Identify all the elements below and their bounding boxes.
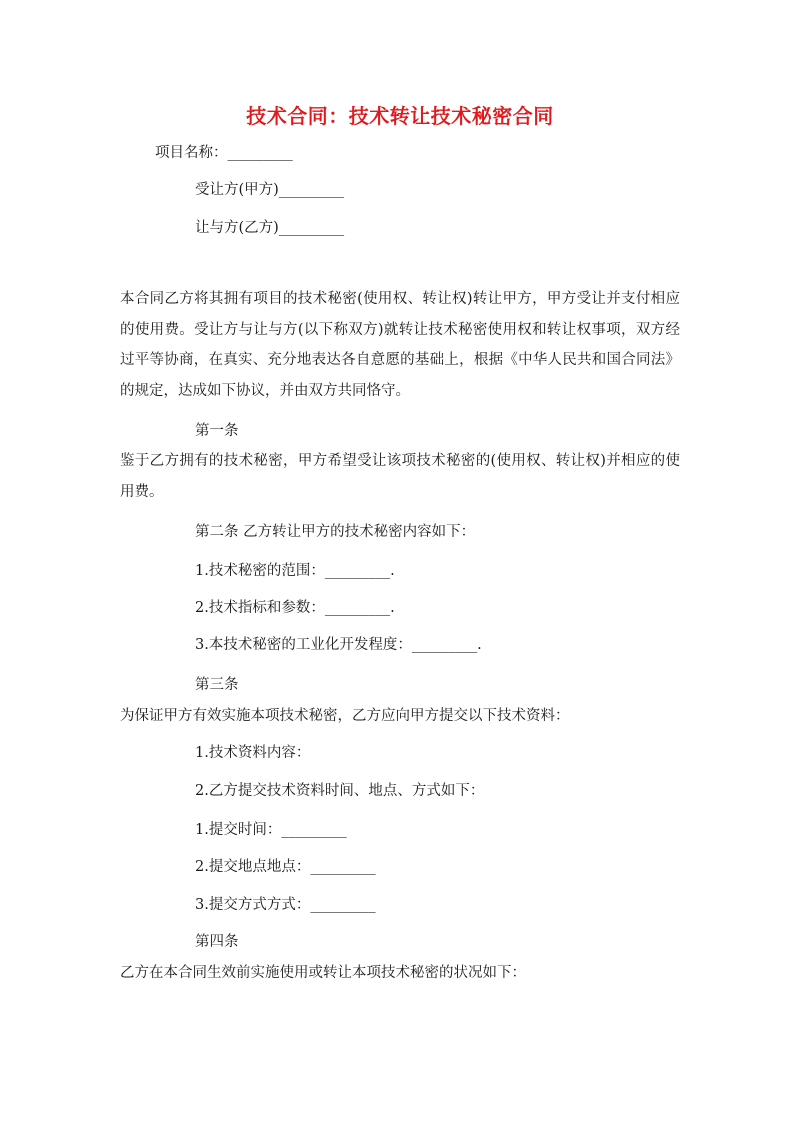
article2-item: 1.技术秘密的范围：_________. [195,563,395,579]
assignor-line: 让与方(乙方)_________ [195,220,345,236]
project-name-line: 项目名称：_________ [155,145,293,161]
article2-item: 2.技术指标和参数：_________. [195,600,395,616]
article3-item: 2.乙方提交技术资料时间、地点、方式如下： [195,783,485,799]
article3-item: 1.提交时间：_________ [195,822,347,838]
document-title: 技术合同：技术转让技术秘密合同 [246,104,554,128]
article3-item: 2.提交地点地点：_________ [195,859,376,875]
article4-heading: 第四条 [195,934,239,950]
article3-body: 为保证甲方有效实施本项技术秘密，乙方应向甲方提交以下技术资料： [120,708,570,724]
assignee-line: 受让方(甲方)_________ [195,182,345,198]
article2-heading: 第二条 乙方转让甲方的技术秘密内容如下： [195,524,476,540]
article3-heading: 第三条 [195,677,239,693]
article1-heading: 第一条 [195,423,239,439]
article4-body: 乙方在本合同生效前实施使用或转让本项技术秘密的状况如下： [120,965,526,981]
intro-paragraph: 本合同乙方将其拥有项目的技术秘密(使用权、转让权)转让甲方，甲方受让并支付相应的使用费。受让方与让与方(以下称双方)就转让技术秘密使用权和转让权事项，双方经过平等协商，在真实、充分地表达各自意愿的基础上，根据《中华人民共和国合同法》的规定，达成如下协议，并由双方共同恪守。 [120,291,680,399]
article3-item: 1.技术资料内容： [195,745,311,761]
article3-item: 3.提交方式方式：_________ [195,897,376,913]
article2-item: 3.本技术秘密的工业化开发程度：_________. [195,637,482,653]
article1-body: 鉴于乙方拥有的技术秘密，甲方希望受让该项技术秘密的(使用权、转让权)并相应的使用费。 [120,453,680,500]
